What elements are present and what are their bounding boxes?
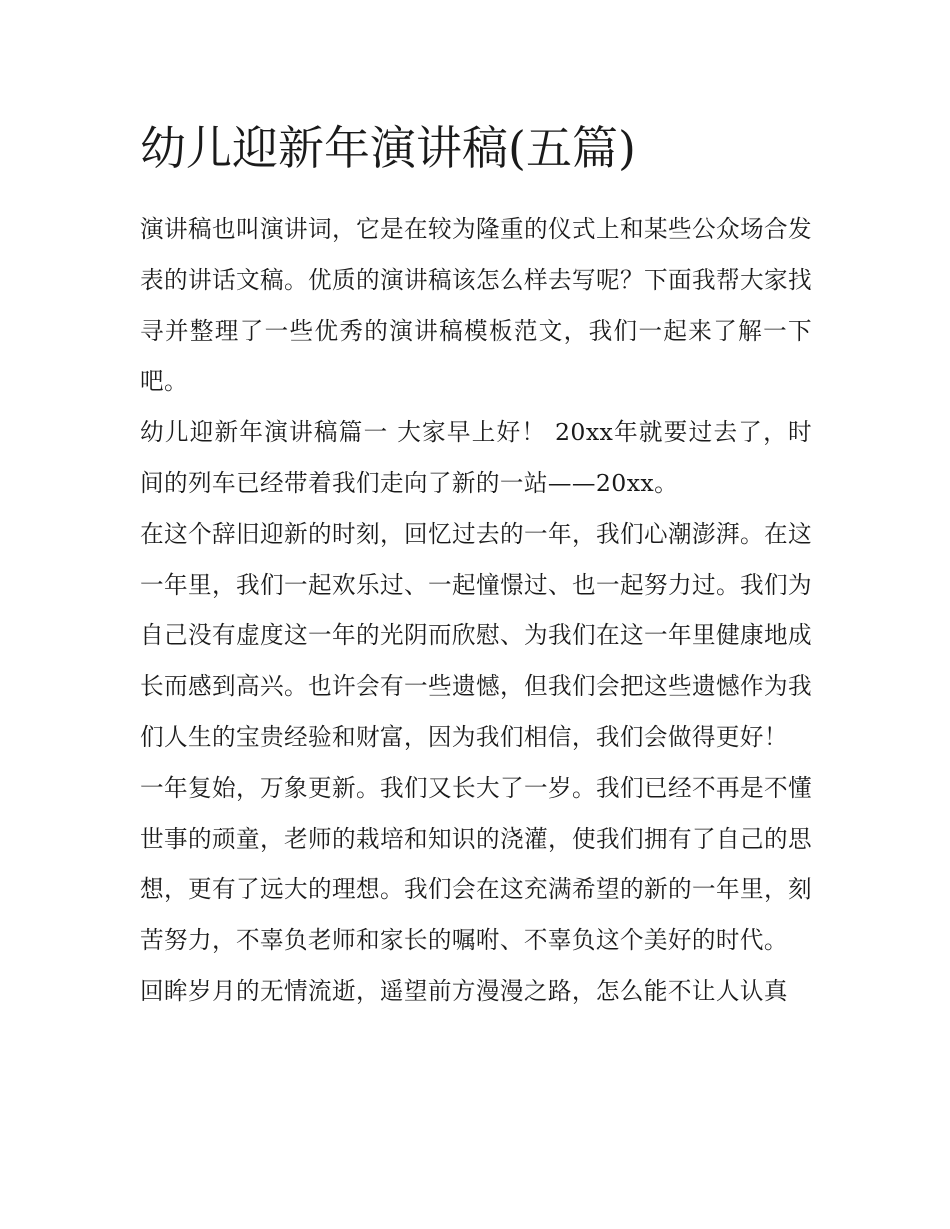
document-title: 幼儿迎新年演讲稿(五篇) xyxy=(140,121,636,175)
document-body xyxy=(140,112,812,1017)
body-paragraph: 在这个辞旧迎新的时刻，回忆过去的一年，我们心潮澎湃。在这一年里，我们一起欢乐过、一起憧憬过、也一起努力过。我们为自己没有虚度这一年的光阴而欣慰、为我们在这一年里健康地成长而感到高兴。也许会有一些遗憾，但我们会把这些遗憾作为我们人生的宝贵经验和财富，因为我们相信，我们会做得更好！ xyxy=(140,519,812,751)
body-paragraph: 回眸岁月的无情流逝，遥望前方漫漫之路，怎么能不让人认真 xyxy=(140,976,788,1005)
body-paragraph: 一年复始，万象更新。我们又长大了一岁。我们已经不再是不懂世事的顽童，老师的栽培和知识的浇灌，使我们拥有了自己的思想，更有了远大的理想。我们会在这充满希望的新的一年里，刻苦努力，不辜负老师和家长的嘱咐、不辜负这个美好的时代。 xyxy=(140,773,812,955)
section-one-opening-paragraph: 幼儿迎新年演讲稿篇一 大家早上好！ 20xx年就要过去了，时间的列车已经带着我们走向了新的一站——20xx。 xyxy=(140,418,812,497)
intro-paragraph: 演讲稿也叫演讲词，它是在较为隆重的仪式上和某些公众场合发表的讲话文稿。优质的演讲稿该怎么样去写呢？下面我帮大家找寻并整理了一些优秀的演讲稿模板范文，我们一起来了解一下吧。 xyxy=(140,215,812,396)
